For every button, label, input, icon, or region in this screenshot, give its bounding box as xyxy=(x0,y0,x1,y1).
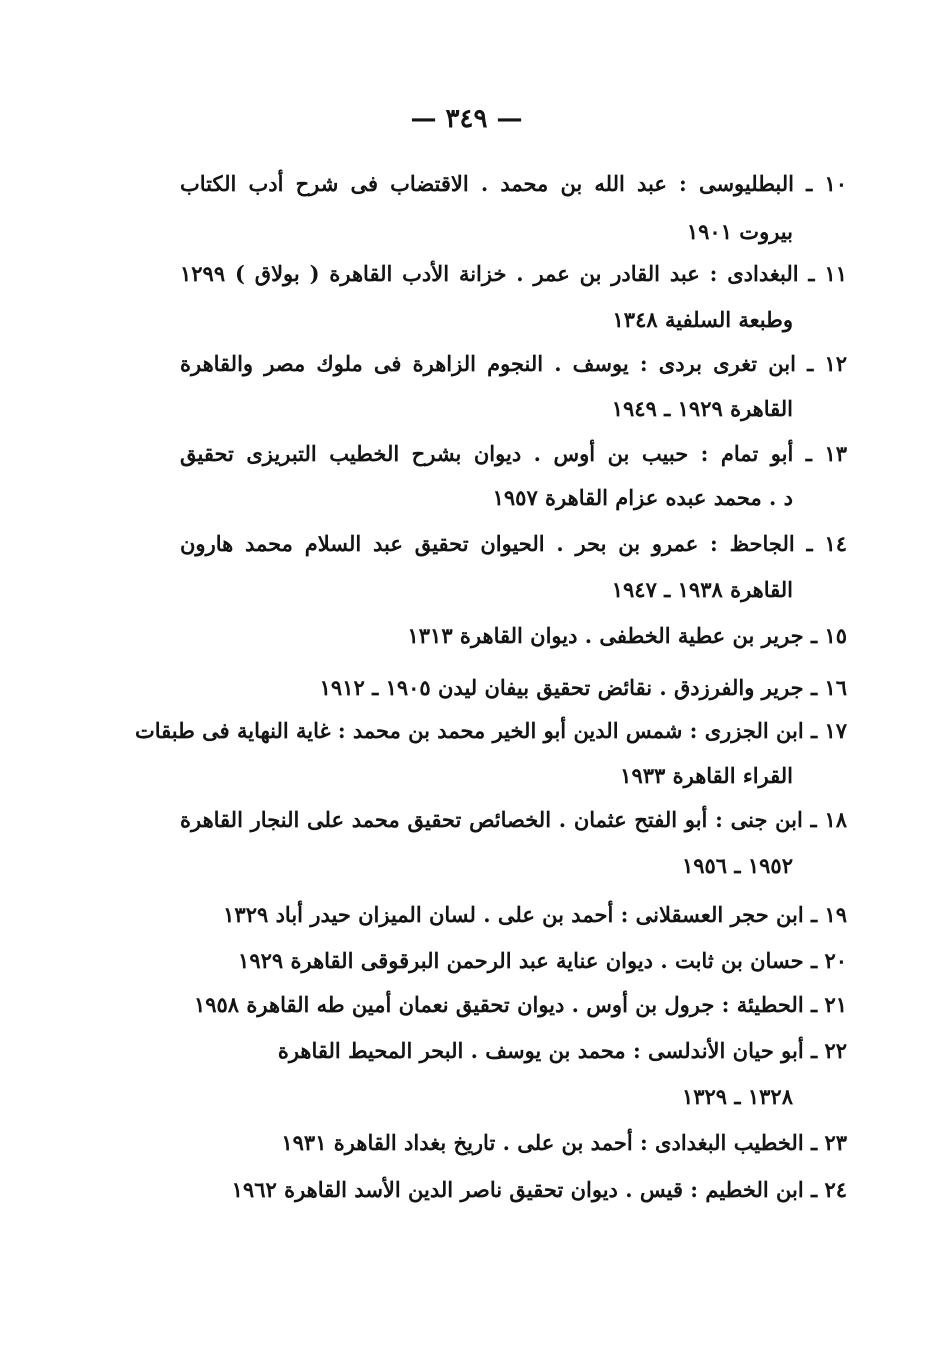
reference-line: د . محمد عبده عزام القاهرة ١٩٥٧ xyxy=(492,485,793,510)
reference-line: وطبعة السلفية ١٣٤٨ xyxy=(612,307,793,332)
reference-line: ١٠ ـ البطليوسى : عبد الله بن محمد . الاقتضاب فى شرح أدب الكتاب xyxy=(180,171,847,196)
reference-line: بيروت ١٩٠١ xyxy=(686,219,793,244)
reference-line: ٢٠ ـ حسان بن ثابت . ديوان عناية عبد الرحمن البرقوقى القاهرة ١٩٢٩ xyxy=(238,948,847,973)
reference-line: ٢٢ ـ أبو حيان الأندلسى : محمد بن يوسف . البحر المحيط القاهرة xyxy=(277,1038,847,1063)
reference-line: ١٤ ـ الجاحظ : عمرو بن بحر . الحيوان تحقيق عبد السلام محمد هارون xyxy=(180,531,847,556)
reference-line: ١٧ ـ ابن الجزرى : شمس الدين أبو الخير محمد بن محمد : غاية النهاية فى طبقات xyxy=(134,718,847,743)
reference-line: ١٨ ـ ابن جنى : أبو الفتح عثمان . الخصائص تحقيق محمد على النجار القاهرة xyxy=(180,807,847,832)
reference-line: ١٣٢٨ ـ ١٣٢٩ xyxy=(681,1084,793,1109)
reference-line: ١٩ ـ ابن حجر العسقلانى : أحمد بن على . لسان الميزان حيدر أباد ١٣٢٩ xyxy=(223,902,847,927)
reference-line: ١٦ ـ جرير والفرزدق . نقائض تحقيق بيفان ليدن ١٩٠٥ ـ ١٩١٢ xyxy=(319,675,847,700)
reference-line: ٢١ ـ الحطيئة : جرول بن أوس . ديوان تحقيق نعمان أمين طه القاهرة ١٩٥٨ xyxy=(193,992,847,1017)
reference-line: ١٣ ـ أبو تمام : حبيب بن أوس . ديوان بشرح الخطيب التبريزى تحقيق xyxy=(180,441,847,466)
page-number: — ٣٤٩ — xyxy=(410,104,523,134)
reference-line: ٢٤ ـ ابن الخطيم : قيس . ديوان تحقيق ناصر الدين الأسد القاهرة ١٩٦٢ xyxy=(231,1177,847,1202)
reference-line: ١٥ ـ جرير بن عطية الخطفى . ديوان القاهرة ١٣١٣ xyxy=(407,623,847,648)
reference-line: ١٩٥٢ ـ ١٩٥٦ xyxy=(681,853,793,878)
reference-line: ١١ ـ البغدادى : عبد القادر بن عمر . خزانة الأدب القاهرة ( بولاق ) ١٢٩٩ xyxy=(180,261,847,286)
reference-line: القاهرة ١٩٣٨ ـ ١٩٤٧ xyxy=(611,577,793,602)
reference-line: القاهرة ١٩٢٩ ـ ١٩٤٩ xyxy=(611,396,793,421)
reference-line: القراء القاهرة ١٩٣٣ xyxy=(620,763,793,788)
reference-line: ١٢ ـ ابن تغرى بردى : يوسف . النجوم الزاهرة فى ملوك مصر والقاهرة xyxy=(180,351,847,376)
reference-line: ٢٣ ـ الخطيب البغدادى : أحمد بن على . تاريخ بغداد القاهرة ١٩٣١ xyxy=(281,1130,847,1155)
